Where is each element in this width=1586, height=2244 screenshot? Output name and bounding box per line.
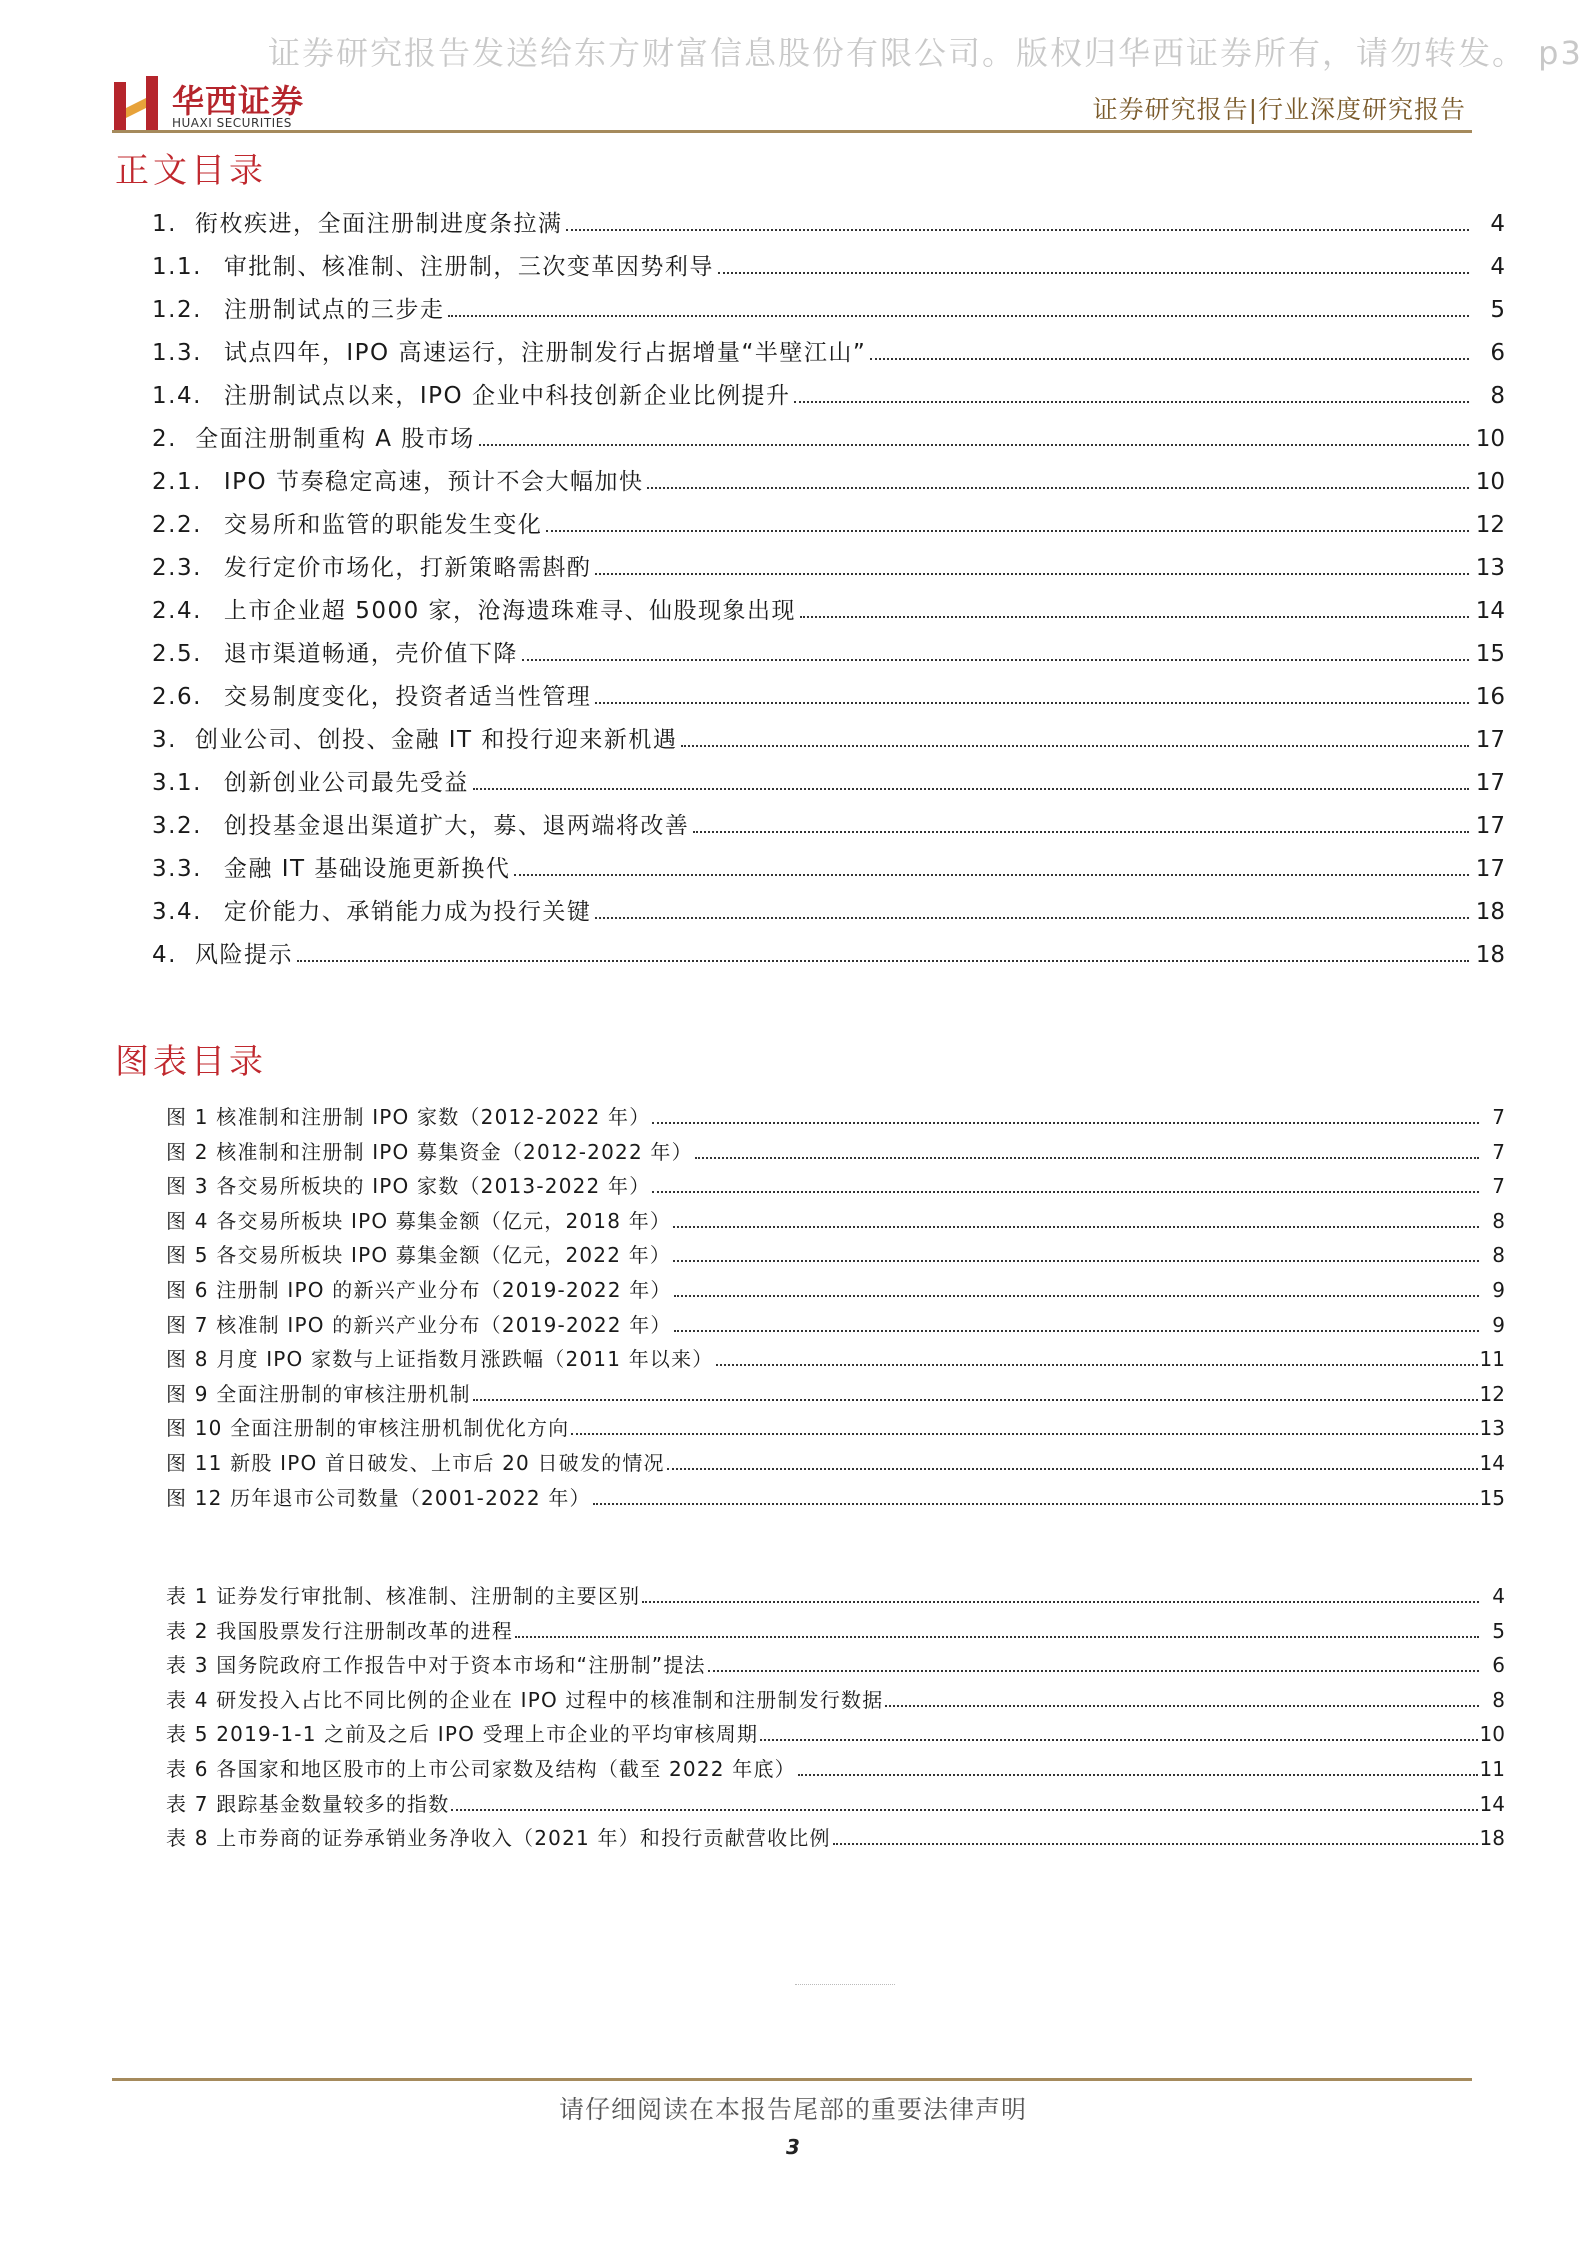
toc-entry-page: 10 bbox=[1475, 469, 1505, 495]
dot-leader bbox=[667, 1468, 1478, 1470]
figure-entry-text: 图 5 各交易所板块 IPO 募集金额（亿元，2022 年） bbox=[166, 1243, 672, 1268]
figure-entry[interactable] bbox=[166, 1136, 1505, 1171]
table-entry-text: 表 6 各国家和地区股市的上市公司家数及结构（截至 2022 年底） bbox=[166, 1756, 796, 1781]
toc-entry-page: 17 bbox=[1475, 770, 1505, 796]
toc-entry-number: 2.2. bbox=[152, 512, 202, 538]
toc-entry-number: 3.3. bbox=[152, 856, 202, 882]
toc-entry-text: IPO 节奏稳定高速，预计不会大幅加快 bbox=[223, 469, 644, 495]
toc-entry-text: 注册制试点的三步走 bbox=[223, 297, 445, 323]
figure-entry-page: 9 bbox=[1492, 1312, 1505, 1337]
toc-entry-text: 金融 IT 基础设施更新换代 bbox=[223, 856, 511, 882]
figure-entry[interactable] bbox=[166, 1170, 1505, 1205]
figure-entry[interactable] bbox=[166, 1205, 1505, 1240]
toc-entry[interactable] bbox=[152, 291, 1505, 334]
dot-leader bbox=[718, 272, 1469, 274]
toc-entry-number: 2.1. bbox=[152, 469, 202, 495]
dot-leader bbox=[595, 702, 1469, 704]
dot-leader bbox=[652, 1191, 1479, 1193]
figure-entry-text: 图 1 核准制和注册制 IPO 家数（2012-2022 年） bbox=[166, 1105, 651, 1129]
toc-entry-number: 1.3. bbox=[152, 340, 202, 366]
brand-name-en: HUAXI SECURITIES bbox=[172, 116, 292, 130]
toc-entry-text: 衔枚疾进，全面注册制进度条拉满 bbox=[194, 211, 563, 237]
toc-entry-text: 创投基金退出渠道扩大，募、退两端将改善 bbox=[223, 813, 690, 839]
table-entry[interactable] bbox=[166, 1788, 1505, 1823]
dot-leader bbox=[798, 1774, 1478, 1776]
dot-leader bbox=[833, 1843, 1478, 1845]
table-entry-text: 表 8 上市券商的证券承销业务净收入（2021 年）和投行贡献营收比例 bbox=[166, 1826, 831, 1851]
figure-entry[interactable] bbox=[166, 1309, 1505, 1344]
dot-leader bbox=[870, 358, 1469, 360]
dot-leader bbox=[681, 745, 1469, 747]
toc-entry-number: 1.1. bbox=[152, 254, 202, 280]
toc-entry[interactable] bbox=[152, 850, 1505, 893]
toc-entry-text: 创业公司、创投、金融 IT 和投行迎来新机遇 bbox=[194, 727, 678, 753]
report-type: 证券研究报告|行业深度研究报告 bbox=[1092, 95, 1466, 124]
dot-leader bbox=[522, 659, 1469, 661]
toc-entry-number: 1.4. bbox=[152, 383, 202, 409]
toc-entry[interactable] bbox=[152, 463, 1505, 506]
figure-entry-page: 8 bbox=[1492, 1208, 1505, 1233]
toc-entry-page: 10 bbox=[1475, 426, 1505, 452]
dot-leader bbox=[593, 1503, 1478, 1505]
table-entry-text: 表 7 跟踪基金数量较多的指数 bbox=[166, 1791, 450, 1816]
toc-entry[interactable] bbox=[152, 721, 1505, 764]
toc-title: 正文目录 bbox=[115, 151, 267, 191]
figure-entry[interactable] bbox=[166, 1447, 1505, 1482]
table-entry[interactable] bbox=[166, 1822, 1505, 1857]
toc-entry-page: 16 bbox=[1475, 684, 1505, 710]
header-divider bbox=[112, 130, 1472, 133]
figure-entry-page: 12 bbox=[1479, 1381, 1505, 1406]
dot-leader bbox=[695, 1157, 1479, 1159]
toc-entry[interactable] bbox=[152, 549, 1505, 592]
toc-entry-text: 风险提示 bbox=[194, 942, 293, 968]
figure-entry[interactable] bbox=[166, 1378, 1505, 1413]
lof-title: 图表目录 bbox=[115, 1042, 267, 1082]
dot-leader bbox=[760, 1739, 1477, 1741]
toc-entry-text: 全面注册制重构 A 股市场 bbox=[194, 426, 475, 452]
figure-entry[interactable] bbox=[166, 1482, 1505, 1517]
toc-entry-page: 18 bbox=[1475, 942, 1505, 968]
dot-leader bbox=[673, 1226, 1479, 1228]
toc-entry[interactable] bbox=[152, 635, 1505, 678]
toc-entry[interactable] bbox=[152, 678, 1505, 721]
dot-leader bbox=[566, 229, 1469, 231]
toc-entry-number: 3.2. bbox=[152, 813, 202, 839]
toc-entry-number: 1.2. bbox=[152, 297, 202, 323]
toc-entry-page: 14 bbox=[1475, 598, 1505, 624]
toc-entry-number: 3. bbox=[152, 727, 177, 753]
table-entry[interactable] bbox=[166, 1718, 1505, 1753]
figure-entry-page: 11 bbox=[1479, 1347, 1505, 1372]
figure-entry-page: 8 bbox=[1492, 1243, 1505, 1268]
figure-entry-text: 图 7 核准制 IPO 的新兴产业分布（2019-2022 年） bbox=[166, 1312, 672, 1337]
toc-entry-page: 4 bbox=[1490, 211, 1505, 237]
figure-entry-text: 图 12 历年退市公司数量（2001-2022 年） bbox=[166, 1485, 591, 1510]
legal-notice: 请仔细阅读在本报告尾部的重要法律声明 bbox=[558, 2095, 1027, 2124]
figure-entry-text: 图 6 注册制 IPO 的新兴产业分布（2019-2022 年） bbox=[166, 1277, 672, 1302]
toc-entry-number: 2.4. bbox=[152, 598, 202, 624]
toc-entry-number: 2.5. bbox=[152, 641, 202, 667]
toc-entry-number: 4. bbox=[152, 942, 177, 968]
dot-leader bbox=[652, 1122, 1479, 1124]
toc-entry-text: 创新创业公司最先受益 bbox=[223, 770, 469, 796]
figure-entry[interactable] bbox=[166, 1412, 1505, 1447]
toc-entry-number: 3.1. bbox=[152, 770, 202, 796]
figure-entry[interactable] bbox=[166, 1274, 1505, 1309]
table-entry-page: 10 bbox=[1479, 1722, 1505, 1747]
table-entry-page: 5 bbox=[1492, 1618, 1505, 1643]
dot-leader bbox=[595, 573, 1469, 575]
dot-leader bbox=[674, 1330, 1479, 1332]
dot-leader bbox=[693, 831, 1469, 833]
table-entry-text: 表 2 我国股票发行注册制改革的进程 bbox=[166, 1618, 514, 1643]
dot-leader bbox=[642, 1601, 1479, 1603]
table-entry[interactable] bbox=[166, 1649, 1505, 1684]
table-entry-text: 表 5 2019-1-1 之前及之后 IPO 受理上市企业的平均审核周期 bbox=[166, 1722, 759, 1747]
figure-entry-text: 图 8 月度 IPO 家数与上证指数月涨跌幅（2011 年以来） bbox=[166, 1347, 714, 1372]
list-of-tables bbox=[166, 1580, 1505, 1857]
figure-entry[interactable] bbox=[166, 1343, 1505, 1378]
figure-entry-page: 9 bbox=[1492, 1277, 1505, 1302]
toc-entry[interactable] bbox=[152, 592, 1505, 635]
brand-logo bbox=[112, 74, 342, 134]
toc-entry-number: 2.6. bbox=[152, 684, 202, 710]
table-entry[interactable] bbox=[166, 1684, 1505, 1719]
table-of-contents bbox=[152, 205, 1505, 979]
figure-entry-page: 7 bbox=[1492, 1139, 1505, 1164]
figure-entry-page: 14 bbox=[1479, 1450, 1505, 1475]
toc-entry-text: 试点四年，IPO 高速运行，注册制发行占据增量“半壁江山” bbox=[223, 340, 867, 366]
list-of-figures bbox=[166, 1101, 1505, 1516]
figure-entry-text: 图 3 各交易所板块的 IPO 家数（2013-2022 年） bbox=[166, 1174, 651, 1199]
table-entry-page: 11 bbox=[1479, 1756, 1505, 1781]
dot-leader bbox=[716, 1364, 1478, 1366]
toc-entry-text: 发行定价市场化，打新策略需斟酌 bbox=[223, 555, 592, 581]
table-entry[interactable] bbox=[166, 1580, 1505, 1615]
figure-entry-text: 图 11 新股 IPO 首日破发、上市后 20 日破发的情况 bbox=[166, 1450, 665, 1475]
toc-entry-page: 13 bbox=[1475, 555, 1505, 581]
toc-entry-text: 交易所和监管的职能发生变化 bbox=[223, 512, 543, 538]
figure-entry-text: 图 2 核准制和注册制 IPO 募集资金（2012-2022 年） bbox=[166, 1139, 693, 1164]
toc-entry[interactable] bbox=[152, 764, 1505, 807]
toc-entry-text: 审批制、核准制、注册制，三次变革因势利导 bbox=[223, 254, 714, 280]
dot-leader bbox=[800, 616, 1469, 618]
toc-entry[interactable] bbox=[152, 936, 1505, 979]
toc-entry[interactable] bbox=[152, 377, 1505, 420]
dot-leader bbox=[297, 960, 1469, 962]
toc-entry-number: 2.3. bbox=[152, 555, 202, 581]
toc-entry-page: 17 bbox=[1475, 813, 1505, 839]
figure-entry-text: 图 4 各交易所板块 IPO 募集金额（亿元，2018 年） bbox=[166, 1208, 672, 1233]
toc-entry-text: 退市渠道畅通，壳价值下降 bbox=[223, 641, 518, 667]
table-entry-page: 4 bbox=[1492, 1584, 1505, 1608]
toc-entry[interactable] bbox=[152, 420, 1505, 463]
toc-entry-number: 3.4. bbox=[152, 899, 202, 925]
dot-leader bbox=[673, 1260, 1479, 1262]
figure-entry-page: 15 bbox=[1479, 1485, 1505, 1510]
toc-entry-number: 1. bbox=[152, 211, 177, 237]
figure-entry-page: 7 bbox=[1492, 1174, 1505, 1199]
faint-divider bbox=[795, 1982, 895, 1985]
dot-leader bbox=[708, 1670, 1479, 1672]
toc-entry-text: 定价能力、承销能力成为投行关键 bbox=[223, 899, 592, 925]
toc-entry[interactable] bbox=[152, 893, 1505, 936]
dot-leader bbox=[647, 487, 1469, 489]
dot-leader bbox=[794, 401, 1469, 403]
dot-leader bbox=[514, 874, 1469, 876]
toc-entry-text: 交易制度变化，投资者适当性管理 bbox=[223, 684, 592, 710]
toc-entry[interactable] bbox=[152, 205, 1505, 248]
toc-entry-page: 5 bbox=[1490, 297, 1505, 323]
toc-entry-page: 18 bbox=[1475, 899, 1505, 925]
dot-leader bbox=[595, 917, 1469, 919]
toc-entry-page: 17 bbox=[1475, 727, 1505, 753]
table-entry-text: 表 4 研发投入占比不同比例的企业在 IPO 过程中的核准制和注册制发行数据 bbox=[166, 1687, 884, 1712]
dot-leader bbox=[479, 444, 1469, 446]
figure-entry[interactable] bbox=[166, 1239, 1505, 1274]
table-entry[interactable] bbox=[166, 1753, 1505, 1788]
toc-entry-page: 6 bbox=[1490, 340, 1505, 366]
dot-leader bbox=[448, 315, 1469, 317]
table-entry-text: 表 3 国务院政府工作报告中对于资本市场和“注册制”提法 bbox=[166, 1653, 706, 1678]
toc-entry-page: 4 bbox=[1490, 254, 1505, 280]
table-entry-text: 表 1 证券发行审批制、核准制、注册制的主要区别 bbox=[166, 1584, 641, 1608]
brand-name-cn: 华西证券 bbox=[172, 82, 305, 120]
table-entry-page: 18 bbox=[1479, 1826, 1505, 1851]
huaxi-logo-icon bbox=[112, 74, 164, 134]
dot-leader bbox=[674, 1295, 1479, 1297]
table-entry[interactable] bbox=[166, 1615, 1505, 1650]
toc-entry-page: 8 bbox=[1490, 383, 1505, 409]
figure-entry-text: 图 9 全面注册制的审核注册机制 bbox=[166, 1381, 471, 1406]
dot-leader bbox=[885, 1705, 1479, 1707]
toc-entry[interactable] bbox=[152, 334, 1505, 377]
table-entry-page: 14 bbox=[1479, 1791, 1505, 1816]
dot-leader bbox=[473, 1399, 1478, 1401]
toc-entry-page: 17 bbox=[1475, 856, 1505, 882]
figure-entry-page: 13 bbox=[1479, 1416, 1505, 1441]
footer-divider bbox=[112, 2078, 1472, 2081]
toc-entry-number: 2. bbox=[152, 426, 177, 452]
dot-leader bbox=[515, 1636, 1479, 1638]
toc-entry-text: 注册制试点以来，IPO 企业中科技创新企业比例提升 bbox=[223, 383, 791, 409]
toc-entry[interactable] bbox=[152, 506, 1505, 549]
figure-entry[interactable] bbox=[166, 1101, 1505, 1136]
dot-leader bbox=[546, 530, 1469, 532]
toc-entry-page: 15 bbox=[1475, 641, 1505, 667]
toc-entry-page: 12 bbox=[1475, 512, 1505, 538]
figure-entry-text: 图 10 全面注册制的审核注册机制优化方向 bbox=[166, 1416, 570, 1441]
dot-leader bbox=[473, 788, 1469, 790]
toc-entry-text: 上市企业超 5000 家，沧海遗珠难寻、仙股现象出现 bbox=[223, 598, 797, 624]
watermark-text: 证券研究报告发送给东方财富信息股份有限公司。版权归华西证券所有，请勿转发。 p3 bbox=[268, 34, 1583, 72]
dot-leader bbox=[451, 1809, 1477, 1811]
page-number: 3 bbox=[786, 2135, 800, 2159]
table-entry-page: 8 bbox=[1492, 1687, 1505, 1712]
dot-leader bbox=[571, 1433, 1477, 1435]
toc-entry[interactable] bbox=[152, 248, 1505, 291]
figure-entry-page: 7 bbox=[1492, 1105, 1505, 1129]
toc-entry[interactable] bbox=[152, 807, 1505, 850]
table-entry-page: 6 bbox=[1492, 1653, 1505, 1678]
